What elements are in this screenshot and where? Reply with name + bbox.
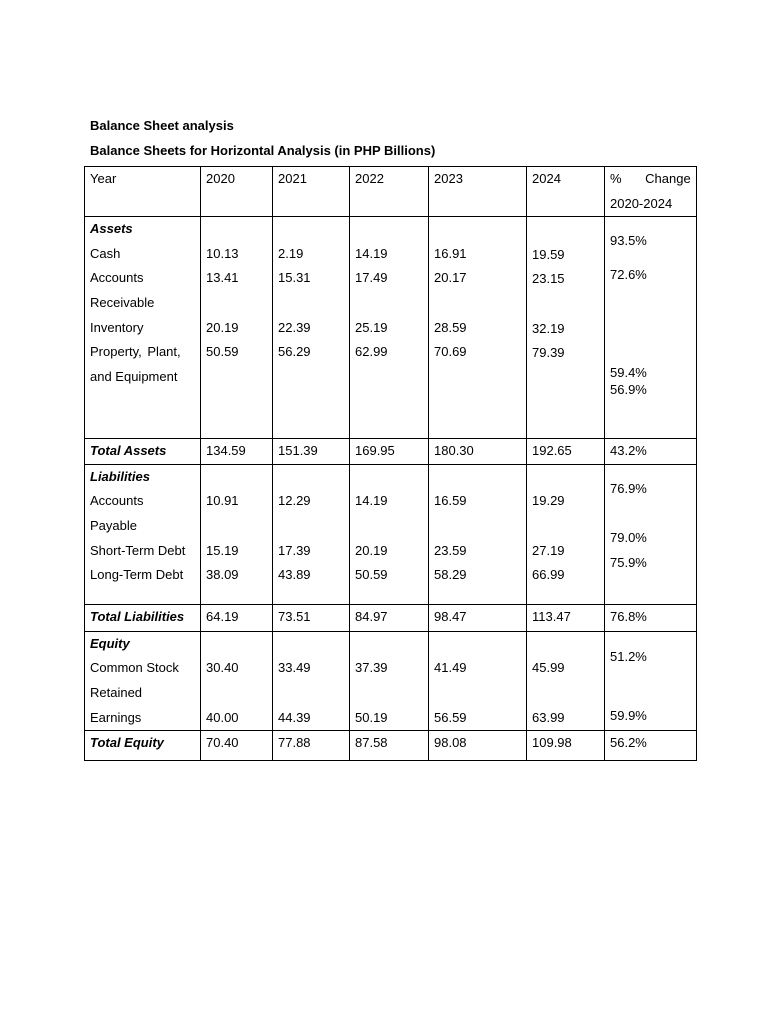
assets-change: 93.5% 72.6% 59.4% 56.9% — [605, 217, 697, 439]
header-2021: 2021 — [273, 167, 350, 217]
total-assets-row — [85, 439, 697, 465]
equity-change: 51.2% 59.9% — [605, 631, 697, 730]
total-assets-2022: 169.95 — [350, 439, 429, 465]
total-equity-change: 56.2% — [605, 731, 697, 761]
header-2020: 2020 — [201, 167, 273, 217]
total-assets-2023: 180.30 — [429, 439, 527, 465]
total-equity-2020: 70.40 — [201, 731, 273, 761]
total-equity-2023: 98.08 — [429, 731, 527, 761]
liabilities-change: 76.9% 79.0% 75.9% — [605, 464, 697, 604]
total-liabilities-2020: 64.19 — [201, 604, 273, 631]
equity-labels — [85, 631, 201, 730]
row-label: Property, Plant, — [90, 344, 181, 360]
total-liabilities-2023: 98.47 — [429, 604, 527, 631]
assets-2024: 19.59 23.15 32.19 79.39 — [527, 217, 605, 439]
header-2024: 2024 — [527, 167, 605, 217]
total-assets-2024: 192.65 — [527, 439, 605, 465]
total-equity-label: Total Equity — [85, 731, 201, 761]
total-liabilities-label: Total Liabilities — [85, 604, 201, 631]
row-label: Long-Term Debt — [90, 567, 184, 583]
row-label: and Equipment — [90, 368, 178, 384]
total-equity-2021: 77.88 — [273, 731, 350, 761]
row-label: Accounts — [90, 270, 144, 286]
row-label: Retained — [90, 684, 143, 700]
header-year: Year — [85, 167, 201, 217]
equity-2021: 33.49 44.39 — [273, 631, 350, 730]
header-2023: 2023 — [429, 167, 527, 217]
total-assets-change: 43.2% — [605, 439, 697, 465]
total-equity-2024: 109.98 — [527, 731, 605, 761]
total-liabilities-change: 76.8% — [605, 604, 697, 631]
assets-2022: 14.19 17.49 25.19 62.99 — [350, 217, 429, 439]
assets-2021: 2.19 15.31 22.39 56.29 — [273, 217, 350, 439]
section-label-liabilities: Liabilities — [90, 468, 150, 484]
row-label: Inventory — [90, 319, 144, 335]
liabilities-2020: 10.91 15.19 38.09 — [201, 464, 273, 604]
total-liabilities-2022: 84.97 — [350, 604, 429, 631]
total-equity-row — [85, 731, 697, 761]
page-heading: Balance Sheet analysis — [90, 118, 234, 133]
section-label-assets: Assets — [90, 221, 133, 237]
total-liabilities-2021: 73.51 — [273, 604, 350, 631]
liabilities-block — [85, 464, 697, 604]
table-title: Balance Sheets for Horizontal Analysis (in PHP Billions) — [90, 143, 436, 158]
row-label: Receivable — [90, 294, 155, 310]
row-label: Payable — [90, 517, 137, 533]
total-equity-2022: 87.58 — [350, 731, 429, 761]
section-label-equity: Equity — [90, 635, 130, 651]
row-label: Short-Term Debt — [90, 542, 186, 558]
total-assets-2021: 151.39 — [273, 439, 350, 465]
header-row — [85, 167, 697, 217]
assets-labels — [85, 217, 201, 439]
header-2022: 2022 — [350, 167, 429, 217]
row-label: Accounts — [90, 493, 144, 509]
total-liabilities-row — [85, 604, 697, 631]
liabilities-2024: 19.29 27.19 66.99 — [527, 464, 605, 604]
liabilities-2021: 12.29 17.39 43.89 — [273, 464, 350, 604]
liabilities-2023: 16.59 23.59 58.29 — [429, 464, 527, 604]
header-change: % Change 2020-2024 — [605, 167, 697, 217]
row-label: Cash — [90, 245, 121, 261]
assets-2020: 10.13 13.41 20.19 50.59 — [201, 217, 273, 439]
row-label: Earnings — [90, 709, 142, 725]
total-liabilities-2024: 113.47 — [527, 604, 605, 631]
equity-2020: 30.40 40.00 — [201, 631, 273, 730]
row-label: Common Stock — [90, 660, 179, 676]
total-assets-label: Total Assets — [85, 439, 201, 465]
balance-sheet-table — [84, 166, 697, 761]
assets-block — [85, 217, 697, 439]
equity-2024: 45.99 63.99 — [527, 631, 605, 730]
equity-2023: 41.49 56.59 — [429, 631, 527, 730]
equity-2022: 37.39 50.19 — [350, 631, 429, 730]
liabilities-2022: 14.19 20.19 50.59 — [350, 464, 429, 604]
liabilities-labels — [85, 464, 201, 604]
assets-2023: 16.91 20.17 28.59 70.69 — [429, 217, 527, 439]
equity-block — [85, 631, 697, 730]
total-assets-2020: 134.59 — [201, 439, 273, 465]
